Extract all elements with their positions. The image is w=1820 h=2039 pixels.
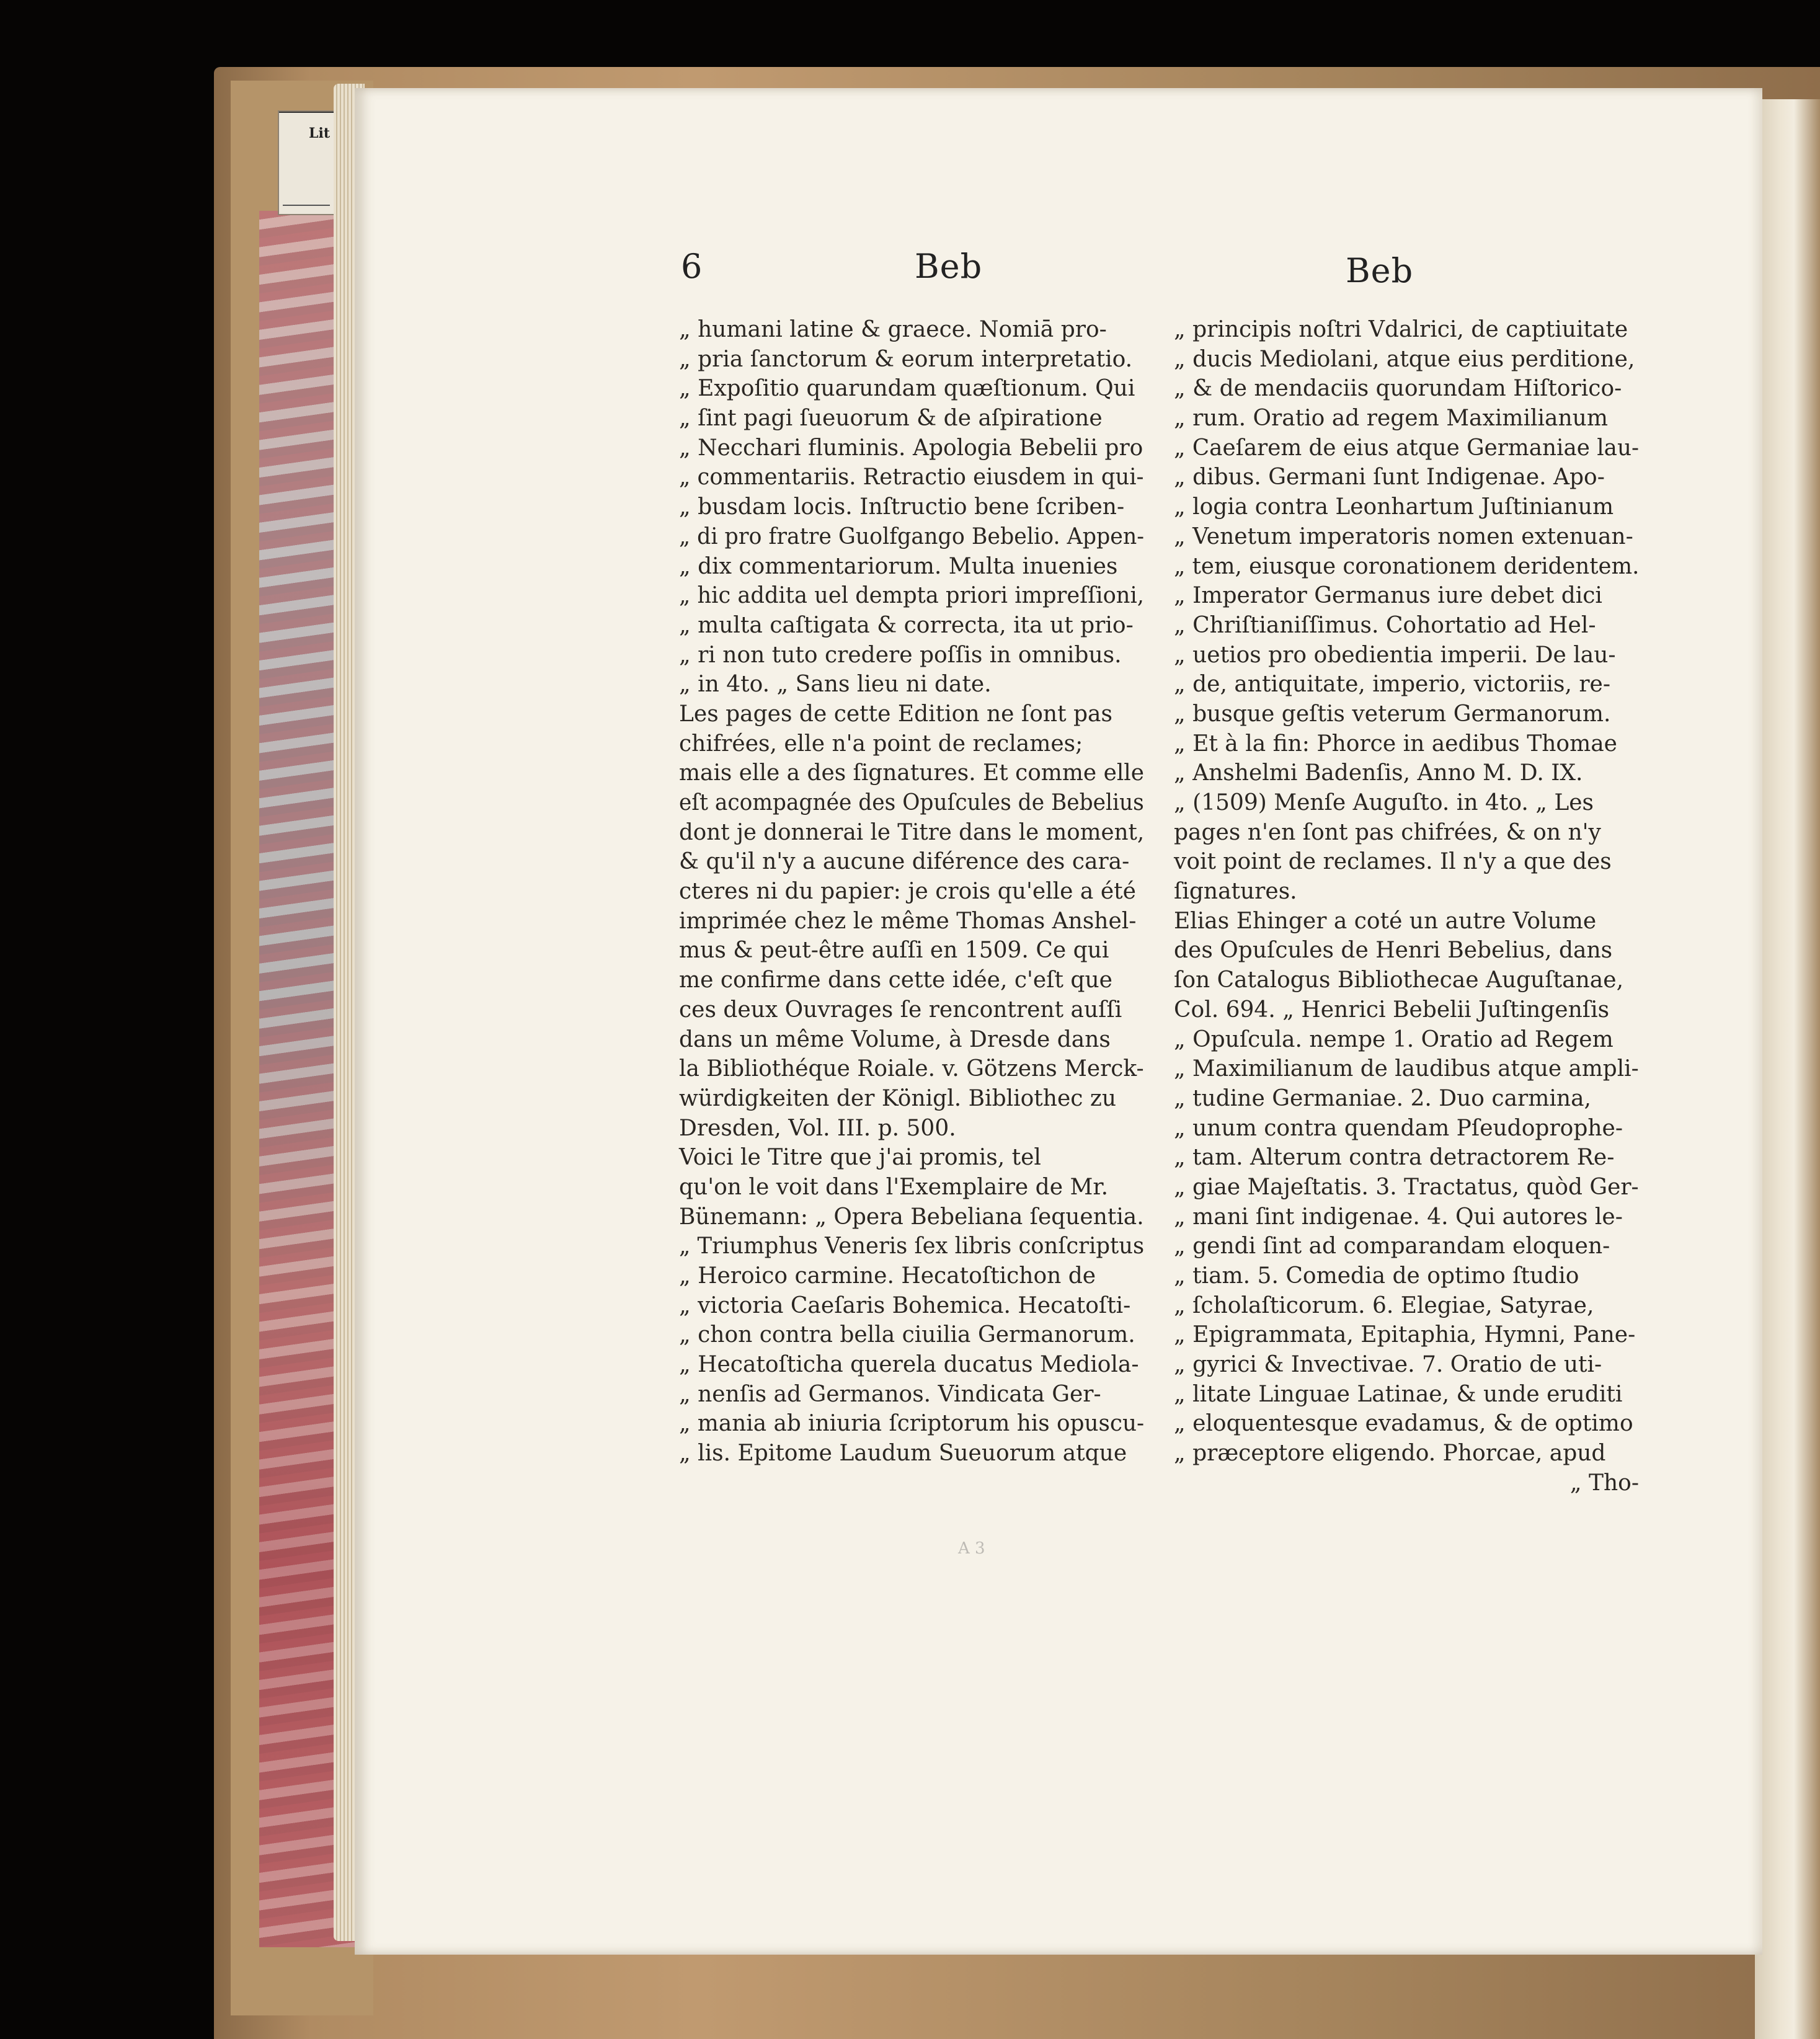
- text-line: „ mani ſint indigenae. 4. Qui autores le-: [1174, 1204, 1623, 1230]
- text-line: des Opuſcules de Henri Bebelius, dans: [1174, 938, 1613, 964]
- text-line: „ Imperator Germanus iure debet dici: [1174, 583, 1602, 609]
- text-line: „ commentariis. Retractio eiusdem in qui-: [679, 464, 1144, 491]
- text-line: „ Heroico carmine. Hecatoſtichon de: [679, 1263, 1096, 1289]
- left-text-column: [679, 315, 1144, 1468]
- text-line: „ Venetum imperatoris nomen extenuan-: [1174, 523, 1633, 549]
- text-line: „ multa caſtigata & correcta, ita ut prio-: [679, 612, 1134, 638]
- text-line: „ tem, eiusque coronationem deridentem.: [1174, 553, 1640, 579]
- spine-label-text: Lit: [309, 125, 330, 141]
- text-line: „ tudine Germaniae. 2. Duo carmina,: [1174, 1085, 1591, 1111]
- text-line: „ tiam. 5. Comedia de optimo ſtudio: [1174, 1263, 1579, 1289]
- text-line: „ gyrici & Invectivae. 7. Oratio de uti-: [1174, 1352, 1602, 1378]
- text-line: imprimée chez le même Thomas Anshel-: [679, 908, 1137, 934]
- text-line: ces deux Ouvrages ſe rencontrent auſſi: [679, 997, 1122, 1023]
- text-line: „ gendi ſint ad comparandam eloquen-: [1174, 1233, 1610, 1259]
- text-line: „ Expoſitio quarundam quæſtionum. Qui: [679, 376, 1135, 402]
- text-line: „ hic addita uel dempta priori impreſſioni,: [679, 583, 1144, 609]
- text-line: qu'on le voit dans l'Exemplaire de Mr.: [679, 1174, 1109, 1200]
- text-line: pages n'en ſont pas chifrées, & on n'y: [1174, 819, 1601, 845]
- text-line: „ litate Linguae Latinae, & unde eruditi: [1174, 1381, 1623, 1407]
- text-line: „ dibus. Germani ſunt Indigenae. Apo-: [1174, 464, 1605, 491]
- text-line: la Bibliothéque Roiale. v. Götzens Merck-: [679, 1056, 1144, 1082]
- signature-mark: A 3: [958, 1539, 985, 1558]
- text-line: „ Chriſtianiſſimus. Cohortatio ad Hel-: [1174, 612, 1596, 638]
- text-line: „ busdam locis. Inſtructio bene ſcriben-: [679, 494, 1125, 520]
- text-line: „ ri non tuto credere poſſis in omnibus.: [679, 642, 1122, 668]
- text-line: eſt acompagnée des Opuſcules de Bebelius: [679, 790, 1144, 815]
- right-text-column: [1174, 315, 1639, 1498]
- text-line: „ in 4to. „ Sans lieu ni date.: [679, 672, 992, 698]
- text-line: & qu'il n'y a aucune diférence des cara-: [679, 849, 1130, 875]
- text-line: Les pages de cette Edition ne ſont pas: [679, 701, 1112, 727]
- label-bottom-rule: [283, 205, 330, 206]
- text-line: voit point de reclames. Il n'y a que des: [1174, 849, 1612, 875]
- text-line: „ humani latine & graece. Nomiā pro-: [679, 317, 1107, 342]
- text-line: „ de, antiquitate, imperio, victoriis, re-: [1174, 672, 1611, 698]
- text-line: Elias Ehinger a coté un autre Volume: [1174, 908, 1597, 934]
- text-line: „ nenſis ad Germanos. Vindicata Ger-: [679, 1381, 1101, 1407]
- text-line: „ & de mendaciis quorundam Hiſtorico-: [1174, 376, 1622, 402]
- text-line: „ logia contra Leonhartum Juſtinianum: [1174, 494, 1614, 520]
- text-line: mais elle a des ſignatures. Et comme elle: [679, 760, 1145, 786]
- text-line: „ Caeſarem de eius atque Germaniae lau-: [1174, 435, 1640, 461]
- text-line: me confirme dans cette idée, c'eſt que: [679, 967, 1112, 993]
- text-line: dont je donnerai le Titre dans le moment,: [679, 819, 1145, 845]
- text-line: Bünemann: „ Opera Bebeliana ſequentia.: [679, 1204, 1144, 1230]
- text-line: cteres ni du papier: je crois qu'elle a été: [679, 879, 1136, 905]
- text-line: würdigkeiten der Königl. Bibliothec zu: [679, 1085, 1117, 1111]
- text-line: „ chon contra bella ciuilia Germanorum.: [679, 1322, 1135, 1348]
- text-line: „ tam. Alterum contra detractorem Re-: [1174, 1145, 1615, 1171]
- text-line: „ Epigrammata, Epitaphia, Hymni, Pane-: [1174, 1322, 1636, 1348]
- text-line: ſignatures.: [1174, 879, 1297, 905]
- text-line: „ unum contra quendam Pſeudoprophe-: [1174, 1115, 1623, 1141]
- text-line: Voici le Titre que j'ai promis, tel: [679, 1145, 1041, 1171]
- text-line: „ eloquentesque evadamus, & de optimo: [1174, 1411, 1633, 1437]
- text-line: „ Anshelmi Badenſis, Anno M. D. IX.: [1174, 760, 1583, 786]
- text-line: Col. 694. „ Henrici Bebelii Juſtingenſis: [1174, 997, 1610, 1023]
- text-line: „ ſcholaſticorum. 6. Elegiae, Satyrae,: [1174, 1292, 1594, 1318]
- text-line: „ Triumphus Veneris ſex libris conſcriptus: [679, 1233, 1145, 1259]
- running-head-right: Beb: [1346, 251, 1414, 290]
- text-line: „ victoria Caeſaris Bohemica. Hecatoſti-: [679, 1292, 1131, 1318]
- text-line: „ di pro fratre Guolfgango Bebelio. Appen-: [679, 523, 1145, 549]
- text-line: „ principis noſtri Vdalrici, de captiuitate: [1174, 317, 1628, 342]
- facing-page-edge: [1755, 99, 1820, 2039]
- text-line: „ præceptore eligendo. Phorcae, apud: [1174, 1441, 1606, 1467]
- text-line: dans un même Volume, à Dresde dans: [679, 1026, 1111, 1052]
- text-line: „ (1509) Menſe Auguſto. in 4to. „ Les: [1174, 790, 1594, 815]
- text-line: Dresden, Vol. III. p. 500.: [679, 1115, 956, 1141]
- text-line: „ rum. Oratio ad regem Maximilianum: [1174, 406, 1608, 432]
- text-line: „ pria ſanctorum & eorum interpretatio.: [679, 346, 1133, 372]
- text-line: „ Maximilianum de laudibus atque ampli-: [1174, 1056, 1639, 1082]
- text-line: „ lis. Epitome Laudum Sueuorum atque: [679, 1441, 1127, 1467]
- page-number: 6: [681, 247, 703, 286]
- text-line: „ Et à la fin: Phorce in aedibus Thomae: [1174, 731, 1617, 757]
- text-line: „ Hecatoſticha querela ducatus Mediola-: [679, 1352, 1139, 1378]
- text-line: „ busque geſtis veterum Germanorum.: [1174, 701, 1611, 727]
- label-top-rule: [279, 112, 335, 113]
- text-line: „ mania ab iniuria ſcriptorum his opuscu-: [679, 1411, 1145, 1437]
- text-line: „ Opuſcula. nempe 1. Oratio ad Regem: [1174, 1026, 1614, 1052]
- text-line: „ ſint pagi ſueuorum & de aſpiratione: [679, 406, 1103, 432]
- text-line: „ ducis Mediolani, atque eius perditione,: [1174, 346, 1635, 372]
- text-line: ſon Catalogus Bibliothecae Auguſtanae,: [1174, 967, 1624, 993]
- catchword: „ Tho-: [1569, 1470, 1639, 1496]
- text-line: „ giae Majeſtatis. 3. Tractatus, quòd Ger-: [1174, 1174, 1639, 1200]
- text-line: „ dix commentariorum. Multa inuenies: [679, 553, 1118, 579]
- text-line: „ uetios pro obedientia imperii. De lau-: [1174, 642, 1616, 668]
- spine-label: [278, 110, 336, 215]
- text-line: mus & peut-être auſſi en 1509. Ce qui: [679, 938, 1109, 964]
- running-head-left: Beb: [915, 247, 983, 286]
- text-line: chifrées, elle n'a point de reclames;: [679, 731, 1083, 757]
- text-line: „ Necchari fluminis. Apologia Bebelii pro: [679, 435, 1143, 461]
